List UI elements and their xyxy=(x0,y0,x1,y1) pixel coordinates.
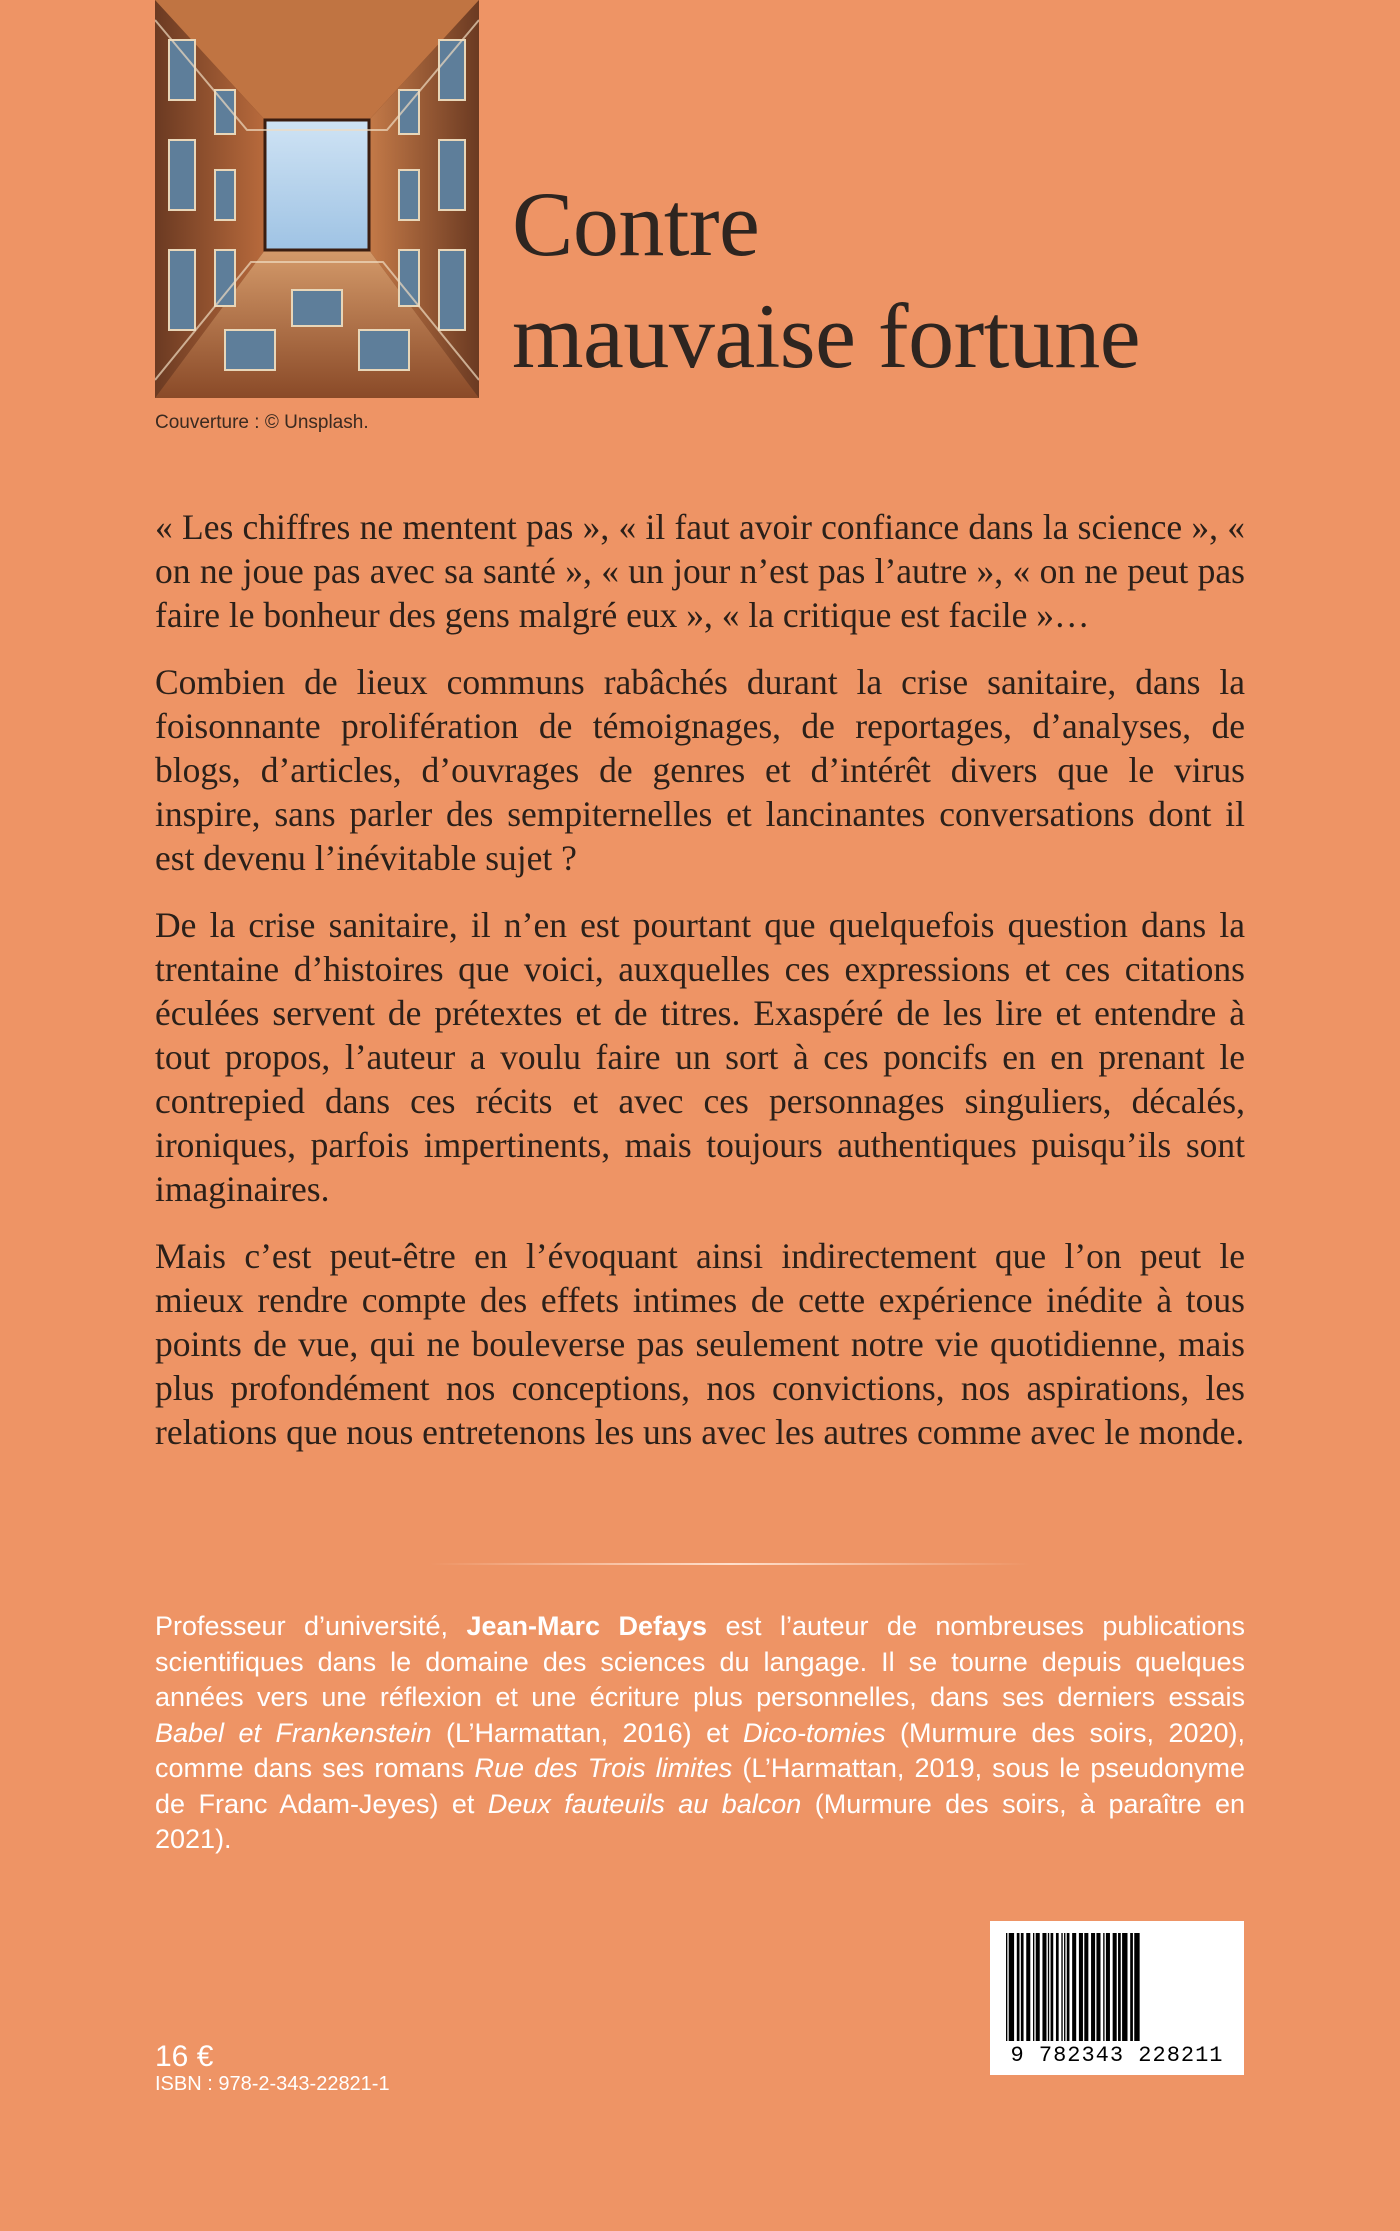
blurb-paragraph: Combien de lieux communs rabâchés durant la crise sanitaire, dans la foisonnante prolifération de témoignages, de reportages, d’analyses, de blogs, d’articles, d’ouvrages de genres et d’intérêt divers que le virus inspire, sans parler des sempiternelles et lancinantes conversations dont il est devenu l’inévitable sujet ? xyxy=(155,662,1245,878)
bio-text: (Murmure des soirs, à paraître en 2021). xyxy=(155,1788,1245,1854)
author-bio xyxy=(155,1609,1245,1858)
author-name: Jean-Marc Defays xyxy=(466,1611,708,1641)
book-title xyxy=(512,168,1372,392)
book-title-ref: Deux fauteuils au balcon xyxy=(487,1788,802,1819)
barcode-digits: 9 782343 228211 xyxy=(1010,2043,1224,2068)
barcode xyxy=(990,1921,1244,2075)
blurb-paragraph: « Les chiffres ne mentent pas », « il faut avoir confiance dans la science », « on ne joue pas avec sa santé », « un jour n’est pas l’autre », « on ne peut pas faire le bonheur des gens malgré eux », « la critique est facile »… xyxy=(155,507,1245,635)
price: 16 € xyxy=(155,2040,214,2073)
isbn: ISBN : 978-2-343-22821-1 xyxy=(155,2073,390,2095)
bio-text: (Murmure des soirs, 2020), comme dans ses romans xyxy=(155,1717,1245,1783)
blurb-paragraph: De la crise sanitaire, il n’en est pourtant que quelquefois question dans la trentaine d’histoires que voici, auxquelles ces expressions et ces citations éculées servent de prétextes et de titres. Exaspéré de les lire et entendre à tout propos, l’auteur a voulu faire un sort à ces poncifs en en prenant le contrepied dans ces récits et avec ces personnages singuliers, décalés, ironiques, parfois impertinents, mais toujours authentiques puisqu’ils sont imaginaires. xyxy=(155,905,1245,1209)
title-line-1: Contre xyxy=(512,173,760,275)
book-title-ref: Babel et Frankenstein xyxy=(155,1717,432,1748)
bio-text: (L’Harmattan, 2019, sous le pseudonyme de Franc Adam-Jeyes) et xyxy=(155,1753,1245,1819)
cover-credit: Couverture : © Unsplash. xyxy=(155,412,369,433)
title-line-2: mauvaise fortune xyxy=(512,285,1141,387)
blurb xyxy=(155,505,1245,1477)
blurb-paragraph: Mais c’est peut-être en l’évoquant ainsi indirectement que l’on peut le mieux rendre compte des effets intimes de cette expérience inédite à tous points de vue, qui ne bouleverse pas seulement notre vie quotidienne, mais plus profondément nos conceptions, nos convictions, nos aspirations, les relations que nous entretenons les uns avec les autres comme avec le monde. xyxy=(155,1236,1245,1452)
cover-photo xyxy=(155,0,479,398)
bio-text: Professeur d’université, xyxy=(155,1611,467,1641)
bio-text: (L’Harmattan, 2016) et xyxy=(431,1717,744,1748)
divider xyxy=(430,1563,1030,1565)
bio-text: est l’auteur de nombreuses publications scientifiques dans le domaine des sciences du langage. Il se tourne depuis quelques années vers une réflexion et une écriture plus personnelles, dans ses derniers essais xyxy=(155,1611,1245,1712)
barcode-bars xyxy=(1004,1933,1230,2041)
book-title-ref: Rue des Trois limites xyxy=(474,1753,733,1783)
book-title-ref: Dico-tomies xyxy=(743,1717,886,1748)
